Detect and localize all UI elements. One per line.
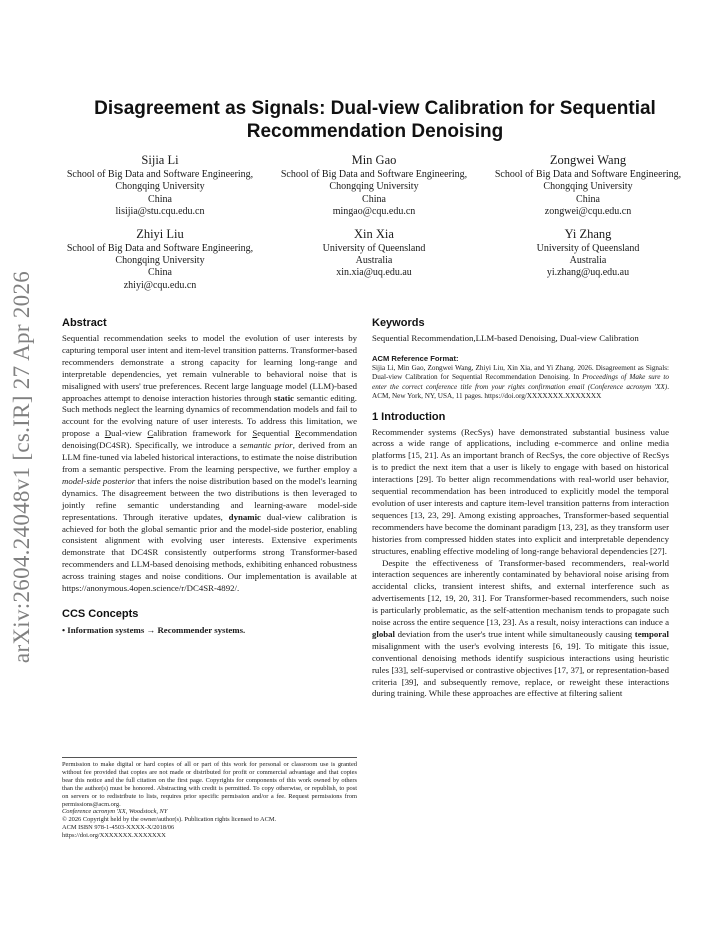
copyright-line: © 2026 Copyright held by the owner/author(s). Publication rights licensed to ACM.	[62, 816, 277, 824]
author-name: Zongwei Wang	[549, 153, 627, 167]
permission-notice: Permission to make digital or hard copies of all or part of this work for personal or classroom use is granted without fee provided that copies are not made or distributed for profit or commercial advantage and that copies bear this notice and the full citation on the first page. Copyrights for components of this work owned by others than the author(s) must be honored. Abstracting with credit is permitted. To copy otherwise, or republish, to post on servers or to redistribute to lists, requires prior specific permission and/or a fee. Request permissions from permissions@acm.org.	[62, 761, 357, 808]
author-country: Australia	[569, 255, 607, 267]
author-affiliation: School of Big Data and Software Engineering, Chongqing University	[66, 242, 254, 267]
author-name: Xin Xia	[354, 226, 394, 241]
conference-line: Conference acronym 'XX, Woodstock, NY	[62, 808, 168, 816]
paper-title: Disagreement as Signals: Dual-view Calibration for Sequential Recommendation Denoising	[94, 98, 656, 142]
author-card	[276, 226, 472, 293]
author-row-2	[62, 226, 686, 293]
acm-reference-text: Sijia Li, Min Gao, Zongwei Wang, Zhiyi Liu, Xin Xia, and Yi Zhang. 2026. Disagreement as Signals: Dual-view Calibration for Sequential Recommendation Denoising. In Proceedings of Make sure to enter the correct conference title from your rights confirmation email (Conference acronym 'XX). ACM, New York, NY, USA, 11 pages. https://doi.org/XXXXXXX.XXXXXXX	[372, 363, 669, 401]
author-email[interactable]: yi.zhang@uq.edu.au	[546, 267, 630, 279]
copyright-footnote	[62, 757, 357, 840]
author-card	[276, 152, 472, 219]
ccs-heading: CCS Concepts	[62, 607, 139, 620]
ccs-concept-item: • Information systems → Recommender systems.	[62, 624, 246, 635]
right-column	[372, 316, 669, 700]
author-email[interactable]: lisijia@stu.cqu.edu.cn	[115, 206, 205, 218]
author-row-1	[62, 152, 686, 219]
abstract-text: Sequential recommendation seeks to model the evolution of user interests by capturing temporal user intent and item-level transition patterns. Transformer-based recommenders demonstrate a strong capacity for learning long-range and interpretable dependencies, yet remain vulnerable to behavioral noise that is misaligned with users' true preferences. Recent large language model (LLM)-based approaches attempt to denoise interaction histories through static semantic editing. Such methods neglect the learning dynamics of recommendation models and fail to account for the evolving nature of user interests. To address this limitation, we propose a Dual-view Calibration framework for Sequential Recommendation denoising(DC4SR). Specifically, we introduce a semantic prior, derived from an LLM fine-tuned via labeled historical interactions, to estimate the noise distribution from a semantic perspective. From the learning perspective, we further employ a model-side posterior that infers the noise distribution based on the model's learning dynamics. The disagreement between the two distributions is then leveraged to jointly refine semantic understanding and learning-aware model-side representations. Through iterative updates, dynamic dual-view calibration is achieved for both the global semantic prior and the model-side posterior, enabling consistent alignment with evolving user interests. Extensive experiments demonstrate that DC4SR consistently outperforms strong Transformer-based recommenders and LLM-based denoising methods, exhibiting enhanced robustness across training stages and noise conditions. Our implementation is available at https://anonymous.4open.science/r/DC4SR-4892/.	[62, 333, 358, 594]
author-card	[62, 226, 258, 293]
author-country: China	[576, 193, 600, 205]
abstract-heading: Abstract	[62, 317, 107, 329]
author-name: Zhiyi Liu	[136, 226, 184, 241]
author-name: Sijia Li	[141, 153, 179, 167]
author-email[interactable]: xin.xia@uq.edu.au	[336, 267, 412, 279]
acm-reference-heading: ACM Reference Format:	[372, 353, 459, 363]
author-card	[490, 152, 686, 219]
arxiv-identifier: arXiv:2604.24048v1 [cs.IR] 27 Apr 2026	[9, 270, 35, 664]
author-name: Min Gao	[351, 153, 397, 167]
author-country: China	[148, 193, 172, 205]
arxiv-sidebar-stamp	[2, 263, 42, 671]
author-block	[62, 152, 686, 292]
author-email[interactable]: zongwei@cqu.edu.cn	[544, 206, 632, 218]
author-name: Yi Zhang	[564, 226, 612, 241]
author-card	[62, 152, 258, 219]
author-country: Australia	[355, 255, 393, 267]
author-affiliation: School of Big Data and Software Engineering, Chongqing University	[280, 169, 468, 193]
introduction-paragraph-1: Recommender systems (RecSys) have demonstrated substantial business value across a wide range of applications, including e-commerce and online media platforms [15, 21]. As an important branch of RecSys, the core objective of RecSys is to predict the next item that a user is likely to engage with based on historical interactions [29]. To better align recommendations with real-world user behavior, sequential recommendation has been introduced to explicitly model the temporal evolution of user interests and capture item-level transition patterns from interaction sequences [13, 23, 29]. Among existing approaches, Transformer-based sequential recommenders have become the dominant paradigm [13, 23], as they transform user histories from compressed hidden states into explicit and interpretable dependency structures, enabling effective modeling of long-range behavioral dependencies [27].	[372, 426, 669, 556]
keywords-text: Sequential Recommendation,LLM-based Denoising, Dual-view Calibration	[372, 333, 639, 343]
author-affiliation: University of Queensland	[536, 242, 640, 254]
left-column	[62, 316, 357, 636]
author-affiliation: University of Queensland	[322, 242, 426, 254]
doi-link[interactable]: https://doi.org/XXXXXXX.XXXXXXX	[62, 832, 166, 840]
author-affiliation: School of Big Data and Software Engineering, Chongqing University	[494, 169, 682, 193]
introduction-heading: 1 Introduction	[372, 410, 446, 423]
author-affiliation: School of Big Data and Software Engineering, Chongqing University	[66, 169, 254, 193]
author-country: China	[148, 267, 172, 279]
author-country: China	[362, 193, 386, 205]
isbn-line: ACM ISBN 978-1-4503-XXXX-X/2018/06	[62, 824, 175, 832]
introduction-paragraph-2: Despite the effectiveness of Transformer-based recommenders, real-world interaction sequences are inherently contaminated by behavioral noise arising from accidental clicks, transient interest shifts, and external interference such as advertisements [12, 19, 20, 31]. For Transformer-based recommenders, such noise is particularly problematic, as the self-attention mechanism tends to propagate such noise across the entire sequence [13, 23]. As a result, noisy interactions can induce a global deviation from the user's true intent while simultaneously causing temporal misalignment with the user's evolving interests [6, 19]. To mitigate this issue, conventional denoising methods identify suspicious interactions using heuristic rules [33], self-supervised or contrastive objectives [17, 37], or representation-based criteria [39], and subsequently remove, replace, or reweight these interactions during training. While these approaches are effective at filtering salient	[372, 557, 669, 699]
keywords-heading: Keywords	[372, 317, 425, 329]
author-card	[490, 226, 686, 293]
author-email[interactable]: mingao@cqu.edu.cn	[332, 206, 416, 218]
author-email[interactable]: zhiyi@cqu.edu.cn	[123, 279, 197, 291]
